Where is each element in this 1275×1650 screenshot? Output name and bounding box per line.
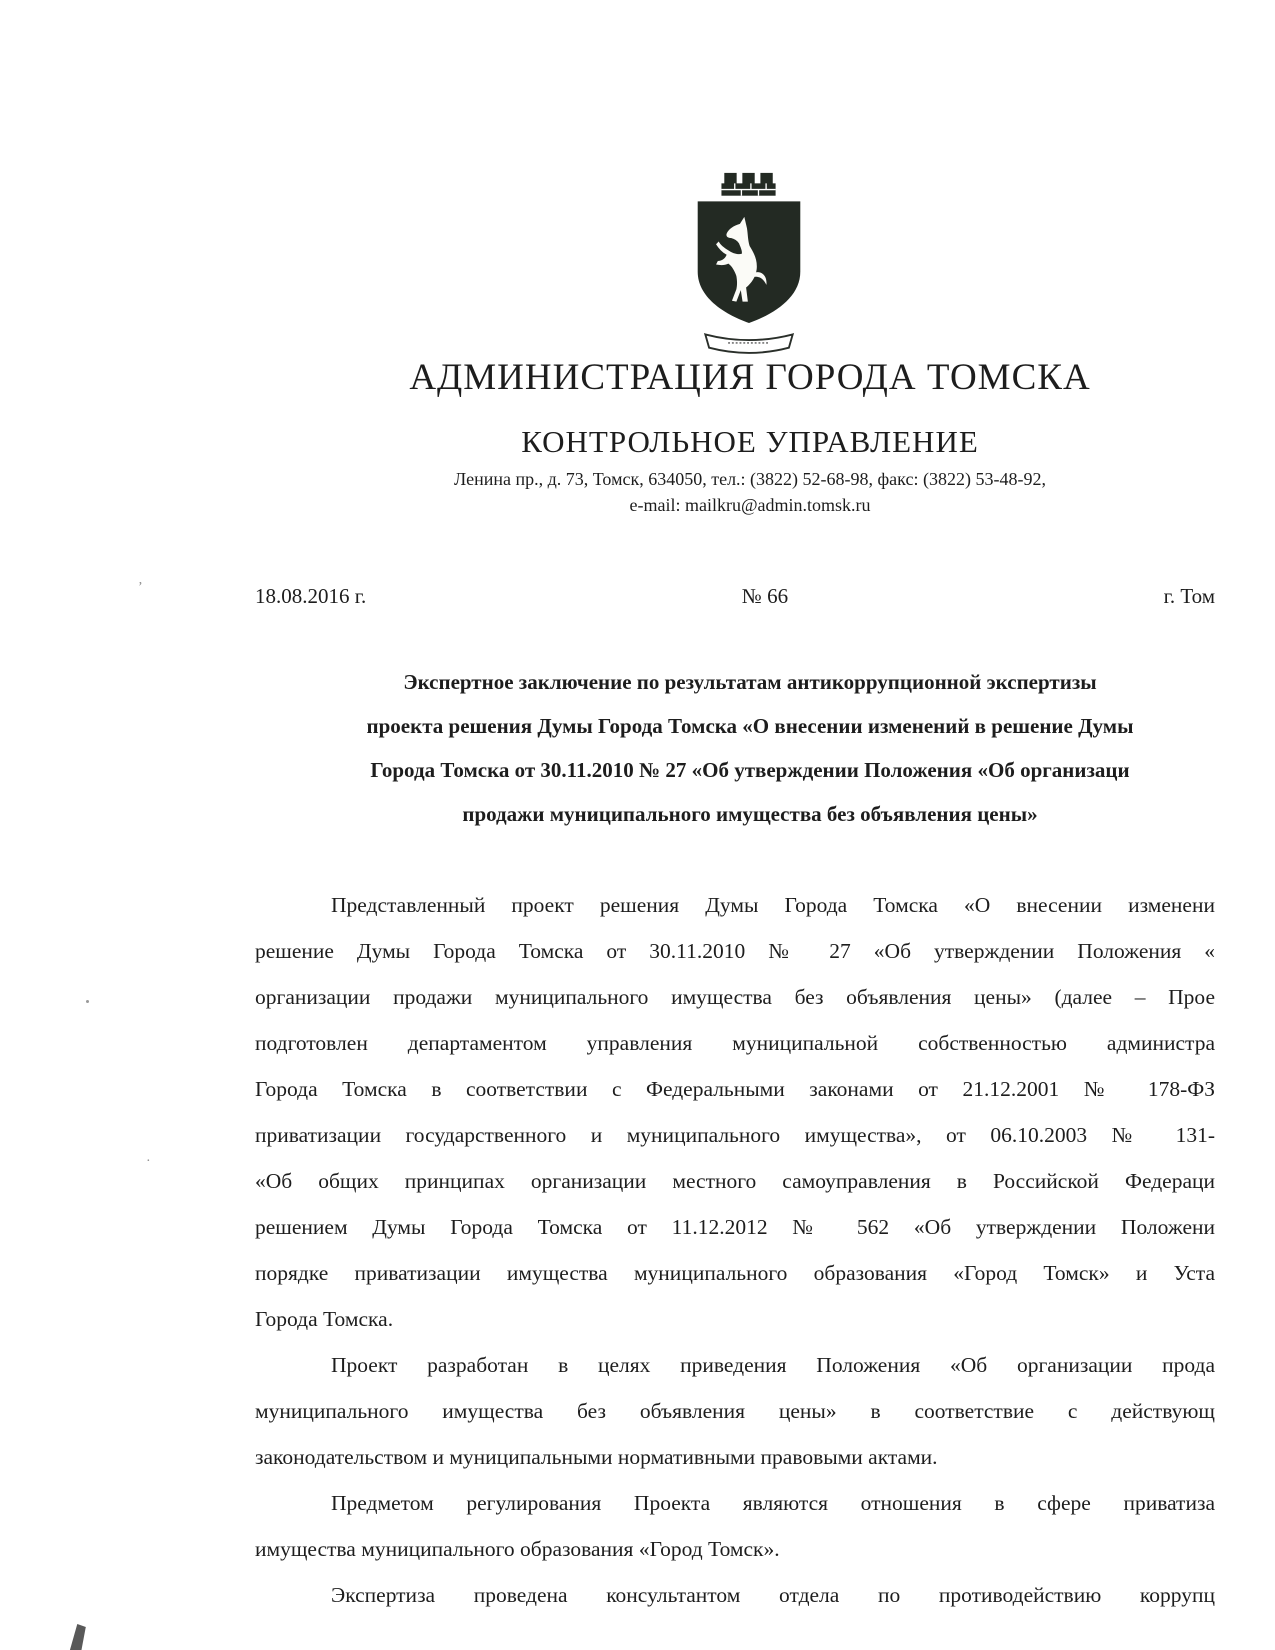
scan-artifact: ’ (138, 580, 143, 595)
body-line: «Об общих принципах организации местного самоуправления в Российской Федераци (255, 1169, 1215, 1193)
body-line: Представленный проект решения Думы Города Томска «О внесении изменени (331, 893, 1215, 917)
body-line: Города Томска. (255, 1307, 394, 1331)
tomsk-coat-of-arms-icon (692, 168, 806, 364)
department-name: КОНТРОЛЬНОЕ УПРАВЛЕНИЕ (521, 424, 979, 459)
document-title (255, 660, 1245, 836)
body-line: организации продажи муниципального имущества без объявления цены» (далее – Прое (255, 985, 1215, 1009)
scan-artifact (62, 1624, 96, 1650)
title-line: Города Томска от 30.11.2010 № 27 «Об утверждении Положения «Об организаци (370, 758, 1130, 782)
body-line: Проект разработан в целях приведения Положения «Об организации прода (331, 1353, 1215, 1377)
letter-date: 18.08.2016 г. (255, 584, 367, 608)
body-line: Города Томска в соответствии с Федеральными законами от 21.12.2001 № 178-ФЗ (255, 1077, 1215, 1101)
title-line: проекта решения Думы Города Томска «О внесении изменений в решение Думы (366, 714, 1134, 738)
scan-artifact (86, 1000, 89, 1003)
body-line: муниципального имущества без объявления цены» в соответствие с действующ (255, 1399, 1215, 1423)
letter-place: г. Том (1163, 584, 1215, 608)
letter-number: № 66 (741, 584, 789, 608)
body-line: законодательством и муниципальными нормативными правовыми актами. (255, 1445, 938, 1469)
body-line: решением Думы Города Томска от 11.12.2012 № 562 «Об утверждении Положени (255, 1215, 1215, 1239)
document-meta-row (255, 584, 1215, 609)
document-body (255, 882, 1215, 1618)
body-line: подготовлен департаментом управления муниципальной собственностью администра (255, 1031, 1215, 1055)
body-line: Предметом регулирования Проекта являются отношения в сфере приватиза (331, 1491, 1215, 1515)
body-line: приватизации государственного и муниципального имущества», от 06.10.2003 № 131- (255, 1123, 1215, 1147)
title-line: Экспертное заключение по результатам антикоррупционной экспертизы (403, 670, 1097, 694)
address-line: Ленина пр., д. 73, Томск, 634050, тел.: (3822) 52-68-98, факс: (3822) 53-48-92, (454, 469, 1046, 489)
title-line: продажи муниципального имущества без объявления цены» (462, 802, 1038, 826)
email-line: e-mail: mailkru@admin.tomsk.ru (629, 495, 871, 515)
body-line: решение Думы Города Томска от 30.11.2010 № 27 «Об утверждении Положения « (255, 939, 1215, 963)
body-line: порядке приватизации имущества муниципального образования «Город Томск» и Уста (255, 1261, 1215, 1285)
ribbon-banner (705, 334, 792, 353)
scan-artifact: · (146, 1154, 151, 1169)
mural-crown-icon (721, 173, 775, 196)
body-line: имущества муниципального образования «Город Томск». (255, 1537, 780, 1561)
organization-name: АДМИНИСТРАЦИЯ ГОРОДА ТОМСКА (409, 357, 1091, 398)
body-line: Экспертиза проведена консультантом отдела по противодействию коррупц (331, 1583, 1215, 1607)
